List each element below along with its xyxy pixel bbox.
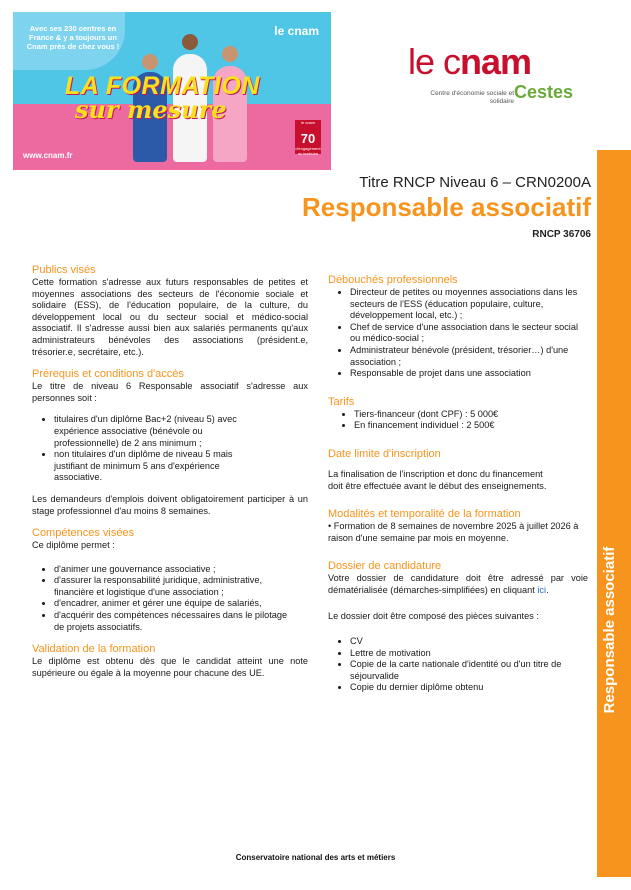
modalites-heading: Modalités et temporalité de la formation <box>328 508 521 521</box>
date-limite-heading: Date limite d'inscription <box>328 447 441 460</box>
prerequis-heading: Prérequis et conditions d'accès <box>32 368 184 381</box>
logo-centre-label: Centre d'économie sociale et solidaire <box>430 90 514 105</box>
dossier-intro: Le dossier doit être composé des pièces suivantes : <box>328 610 539 621</box>
footer: Conservatoire national des arts et métiers <box>235 853 396 862</box>
debouches-list <box>328 287 588 380</box>
rncp-code: RNCP 36706 <box>532 229 591 240</box>
rncp-line: Titre RNCP Niveau 6 – CRN0200A <box>359 174 591 191</box>
list-item: • Copie du dernier diplôme obtenu <box>350 682 578 694</box>
debouches-heading: Débouchés professionnels <box>328 274 458 286</box>
list-item: • En financement individuel : 2 500€ <box>354 420 588 432</box>
anniv-number: 70 <box>300 131 316 146</box>
prerequis-list <box>32 414 308 484</box>
list-item: • Directeur de petites ou moyennes associations dans les secteurs de l'ESS (éducation populaire, culture, développement local, etc.) ; <box>350 287 578 322</box>
prerequis-intro: Le titre de niveau 6 Responsable associatif s'adresse aux personnes soit : <box>32 381 308 403</box>
left-column <box>32 264 308 679</box>
tarifs-heading: Tarifs <box>328 395 355 408</box>
anniv-sub: d'engagement au territoire <box>295 146 321 156</box>
anniv-top: le cnam <box>300 120 315 125</box>
person-head <box>182 34 198 50</box>
date-limite-text: La finalisation de l'inscription et donc du financement doit être effectuée avant le début des enseignements. <box>328 468 547 491</box>
list-item: • Formation de 8 semaines de novembre 2025 à juillet 2026 à raison d'une semaine par mois en moyenne. <box>328 521 579 543</box>
dossier-list <box>328 636 588 694</box>
logo-wordmark: le cnam <box>408 41 532 82</box>
anniversary-badge <box>295 120 321 154</box>
logo-subbrand: Cestes <box>514 82 574 102</box>
competences-heading: Compétences visées <box>32 527 135 540</box>
list-item: • d'acquérir des compétences nécessaires dans le pilotage de projets associatifs. <box>54 610 298 633</box>
validation-heading: Validation de la formation <box>32 643 156 656</box>
person-head <box>142 54 158 70</box>
side-bar <box>597 150 631 877</box>
banner-url: www.cnam.fr <box>23 151 73 160</box>
list-item: • Tiers-financeur (dont CPF) : 5 000€ <box>354 409 588 421</box>
tarifs-list <box>328 409 588 432</box>
dossier-heading: Dossier de candidature <box>328 560 442 573</box>
competences-list <box>32 564 308 634</box>
publics-heading: Publics visés <box>32 264 96 276</box>
list-item: • d'assurer la responsabilité juridique, administrative, financière et logistique d'une association ; <box>54 575 298 598</box>
banner-logo: le cnam <box>274 24 319 38</box>
validation-text: Le diplôme est obtenu dès que le candidat atteint une note supérieure ou égale à la moyenne pour chacune des UE. <box>32 656 308 678</box>
banner-tagline: Avec ses 230 centres en France & y a toujours un Cnam près de chez vous ! <box>26 24 120 51</box>
person-head <box>222 46 238 62</box>
cnam-cestes-logo <box>408 41 574 105</box>
list-item: • non titulaires d'un diplôme de niveau 5 mais justifiant de minimum 5 ans d'expérience associative. <box>54 449 258 484</box>
competences-intro: Ce diplôme permet : <box>32 540 115 551</box>
sidebar-title: Responsable associatif <box>601 546 618 714</box>
modalites-list <box>328 521 588 544</box>
promo-banner <box>13 12 331 170</box>
right-column <box>328 274 588 694</box>
dossier-text: Votre dossier de candidature doit être adressé par voie dématérialisée (démarches-simplifiées) en cliquant ici. <box>328 573 588 595</box>
list-item: • Administrateur bénévole (président, trésorier…) d'une association ; <box>350 345 578 368</box>
prerequis-outro: Les demandeurs d'emplois doivent obligatoirement participer à un stage professionnel d'au moins 8 semaines. <box>32 493 308 516</box>
list-item: • Lettre de motivation <box>350 648 578 660</box>
list-item: • d'animer une gouvernance associative ; <box>54 564 298 576</box>
publics-text: Cette formation s'adresse aux futurs responsables de petites et moyennes associations des secteurs de l'économie sociale et solidaire (ESS), de l'éducation populaire, de la culture, du développement local ou du secteur social et médico-social associatif. Il s'adresse aussi bien aux salariés permanents qu'aux administrateurs bénévoles des associations (président.e, trésorier.e, secrétaire, etc.). <box>32 277 308 357</box>
list-item: • Copie de la carte nationale d'identité ou d'un titre de séjourvalide <box>350 659 578 682</box>
banner-headline-1: LA FORMATION <box>65 72 260 100</box>
dossier-link[interactable]: ici <box>537 584 547 595</box>
banner-headline-2: sur mesure <box>75 95 227 124</box>
list-item: • Responsable de projet dans une association <box>350 368 578 380</box>
list-item: • d'encadrer, animer et gérer une équipe de salariés, <box>54 598 298 610</box>
page-title: Responsable associatif <box>302 192 591 222</box>
list-item: • Chef de service d'une association dans le secteur social ou médico-social ; <box>350 322 578 345</box>
list-item: • titulaires d'un diplôme Bac+2 (niveau 5) avec expérience associative (bénévole ou professionnelle) de 2 ans minimum ; <box>54 414 258 449</box>
list-item: • CV <box>350 636 578 648</box>
